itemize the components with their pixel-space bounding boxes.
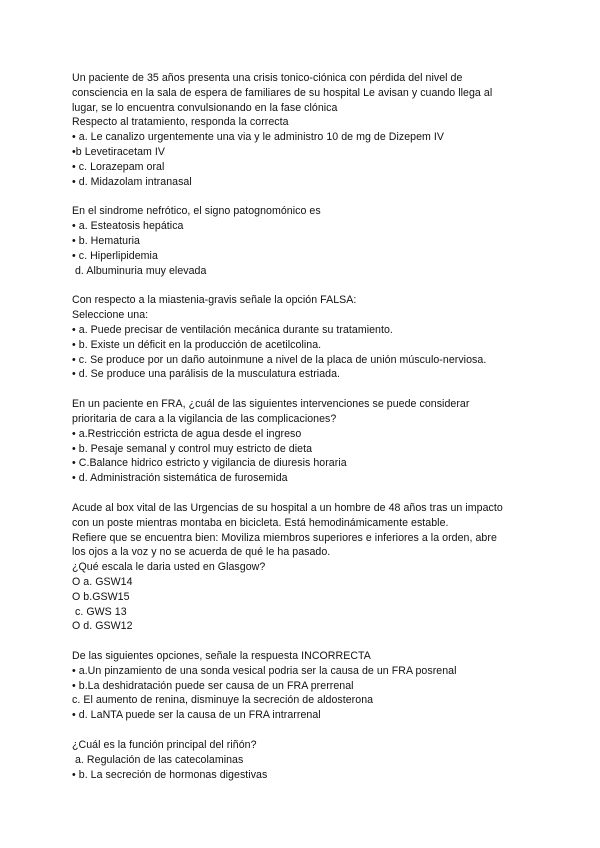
question-text-line: con un poste mientras montaba en bicicleta. Está hemodinámicamente estable. xyxy=(72,516,449,529)
answer-option: • d. Se produce una parálisis de la musculatura estriada. xyxy=(72,368,341,381)
answer-option: • b. Existe un déficit en la producción de acetilcolina. xyxy=(72,338,322,351)
answer-option: O a. GSW14 xyxy=(72,575,133,588)
answer-option: • a.Un pinzamiento de una sonda vesical podria ser la causa de un FRA posrenal xyxy=(72,664,457,677)
answer-option: • d. LaNTA puede ser la causa de un FRA intrarrenal xyxy=(72,709,321,722)
answer-option: • a.Restricción estricta de agua desde el ingreso xyxy=(72,427,302,440)
answer-option: • c. Lorazepam oral xyxy=(72,160,165,173)
answer-option: a. Regulación de las catecolaminas xyxy=(72,753,244,766)
answer-option: • c. Se produce por un daño autoinmune a nivel de la placa de unión músculo-nerviosa. xyxy=(72,353,487,366)
answer-option: • b. La secreción de hormonas digestivas xyxy=(72,768,268,781)
answer-option: O d. GSW12 xyxy=(72,620,133,633)
question-text-line: Seleccione una: xyxy=(72,309,149,322)
question-text-line: Respecto al tratamiento, responda la correcta xyxy=(72,116,289,129)
question-block xyxy=(72,293,542,382)
question-text-line: prioritaria de cara a la vigilancia de las complicaciones? xyxy=(72,412,337,425)
answer-option: • a. Le canalizo urgentemente una via y le administro 10 de mg de Dizepem IV xyxy=(72,131,445,144)
question-text-line: Refiere que se encuentra bien: Moviliza miembros superiores e inferiores a la orden, abre xyxy=(72,531,497,544)
answer-option: d. Albuminuria muy elevada xyxy=(72,264,207,277)
question-block xyxy=(72,501,542,634)
question-text-line: ¿Cuál es la función principal del riñón? xyxy=(72,739,257,752)
answer-option: • d. Midazolam intranasal xyxy=(72,175,192,188)
question-text-line: Acude al box vital de las Urgencias de su hospital a un hombre de 48 años tras un impacto xyxy=(72,501,503,514)
answer-option: c. GWS 13 xyxy=(72,605,127,618)
question-text-line: En el sindrome nefrótico, el signo patognomónico es xyxy=(72,205,321,218)
answer-option: c. El aumento de renina, disminuye la secreción de aldosterona xyxy=(72,694,374,707)
answer-option: • c. Hiperlipidemia xyxy=(72,249,158,262)
question-text-line: Con respecto a la miastenia-gravis señale la opción FALSA: xyxy=(72,294,357,307)
question-text-line: consciencia en la sala de espera de familiares de su hospital Le avisan y cuando llega al xyxy=(72,86,493,99)
question-block xyxy=(72,397,542,486)
answer-option: • a. Puede precisar de ventilación mecánica durante su tratamiento. xyxy=(72,323,393,336)
question-text-line: lugar, se lo encuentra convulsionando en la fase clónica xyxy=(72,101,338,114)
question-block xyxy=(72,204,542,278)
question-text-line: Un paciente de 35 años presenta una crisis tonico-ciónica con pérdida del nivel de xyxy=(72,72,463,84)
question-text-line: ¿Qué escala le daria usted en Glasgow? xyxy=(72,561,266,574)
answer-option: • a. Esteatosis hepática xyxy=(72,220,184,233)
answer-option: • d. Administración sistemática de furosemida xyxy=(72,472,288,485)
answer-option: • C.Balance hidrico estricto y vigilancia de diuresis horaria xyxy=(72,457,347,470)
answer-option: • b.La deshidratación puede ser causa de un FRA prerrenal xyxy=(72,679,354,692)
question-block xyxy=(72,738,542,782)
question-text-line: los ojos a la voz y no se acuerda de qué le ha pasado. xyxy=(72,546,331,559)
answer-option: •b Levetiracetam IV xyxy=(72,145,165,158)
answer-option: • b. Pesaje semanal y control muy estricto de dieta xyxy=(72,442,313,455)
question-block xyxy=(72,649,542,723)
answer-option: • b. Hematuria xyxy=(72,234,140,247)
question-block xyxy=(72,71,542,189)
document-page xyxy=(72,71,542,797)
question-text-line: De las siguientes opciones, señale la respuesta INCORRECTA xyxy=(72,650,371,663)
answer-option: O b.GSW15 xyxy=(72,590,130,603)
question-text-line: En un paciente en FRA, ¿cuál de las siguientes intervenciones se puede considerar xyxy=(72,398,470,411)
